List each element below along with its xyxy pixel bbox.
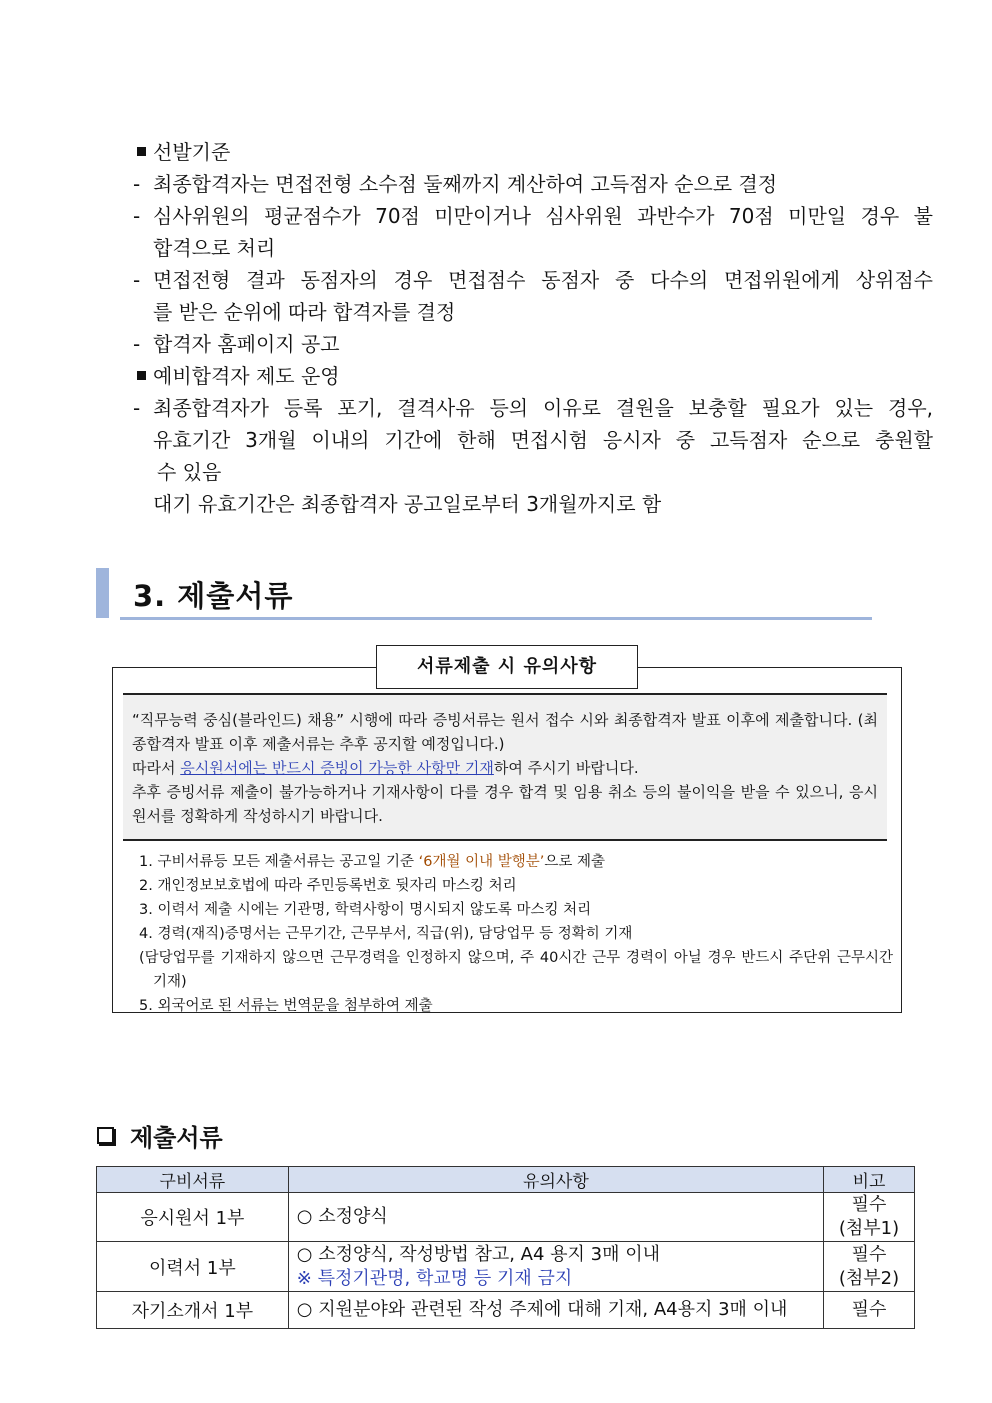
- reserve-item-line: 대기 유효기간은 최종합격자 공고일로부터 3개월까지로 함: [153, 492, 662, 516]
- notice-list-note: (담당업무를 기재하지 않으면 근무경력을 인정하지 않으며, 주 40시간 근무 경력이 아닐 경우 반드시 주단위 근무시간 기재): [139, 950, 893, 990]
- notice-box: [112, 656, 902, 1014]
- section-title: 3. 제출서류: [133, 579, 294, 613]
- notice-list-item: 4. 경력(재직)증명서는 근무기간, 근무부서, 직급(위), 담당업무 등 정확히 기재: [139, 926, 633, 942]
- criteria-item: - 최종합격자는 면접전형 소수점 둘째까지 계산하여 고득점자 순으로 결정: [133, 172, 778, 196]
- column-header: 구비서류: [97, 1167, 289, 1193]
- notice-list-item: 3. 이력서 제출 시에는 기관명, 학력사항이 명시되지 않도록 마스킹 처리: [139, 902, 592, 918]
- doc-remark: 필수 (첨부1): [824, 1193, 915, 1242]
- notice-para: 따라서 응시원서에는 반드시 증빙이 가능한 사항만 기재하여 주시기 바랍니다.: [132, 759, 639, 777]
- criteria-item: - 합격자 홈페이지 공고: [133, 332, 340, 356]
- criteria-heading: 선발기준: [133, 136, 933, 168]
- notice-highlight: ‘6개월 이내 발행분’: [418, 854, 545, 870]
- criteria-item: - 심사위원의 평균점수가 70점 미만이거나 심사위원 과반수가 70점 미만일 경우 불: [133, 204, 933, 228]
- table-row: [97, 1292, 915, 1329]
- doc-name: 이력서 1부: [97, 1242, 289, 1292]
- notice-para: 추후 증빙서류 제출이 불가능하거나 기재사항이 다를 경우 합격 및 임용 취소 등의 불이익을 받을 수 있으니, 응시원서를 정확하게 작성하시기 바랍니다.: [132, 783, 878, 825]
- docs-table: [96, 1166, 915, 1329]
- square-bullet-icon: [137, 371, 146, 380]
- notice-emphasis-link: 응시원서에는 반드시 증빙이 가능한 사항만 기재: [180, 759, 494, 777]
- reserve-heading: 예비합격자 제도 운영: [133, 360, 933, 392]
- notice-list: [139, 850, 893, 1018]
- notice-summary: [123, 693, 887, 841]
- doc-warning: ※ 특정기관명, 학교명 등 기재 금지: [296, 1267, 573, 1289]
- doc-name: 자기소개서 1부: [97, 1292, 289, 1329]
- square-bullet-icon: [137, 147, 146, 156]
- section-underline: [120, 617, 872, 620]
- reserve-item: - 최종합격자가 등록 포기, 결격사유 등의 이유로 결원을 보충할 필요가 있는 경우,: [133, 396, 933, 420]
- doc-remark: 필수 (첨부2): [824, 1242, 915, 1292]
- notice-list-item: 1. 구비서류등 모든 제출서류는 공고일 기준 ‘6개월 이내 발행분’으로 제출: [139, 854, 605, 870]
- column-header: 유의사항: [288, 1167, 823, 1193]
- doc-note: ○ 지원분야와 관련된 작성 주제에 대해 기재, A4용지 3매 이내: [288, 1292, 823, 1329]
- docs-heading: 제출서류: [97, 1118, 223, 1153]
- doc-remark: 필수: [824, 1292, 915, 1329]
- criteria-item-continuation: 합격으로 처리: [153, 236, 276, 260]
- notice-list-item: 2. 개인정보보호법에 따라 주민등록번호 뒷자리 마스킹 처리: [139, 878, 517, 894]
- reserve-item-line: 수 있음: [157, 460, 222, 484]
- notice-para: “직무능력 중심(블라인드) 채용” 시행에 따라 증빙서류는 원서 접수 시와 최종합격자 발표 이후에 제출합니다. (최종합격자 발표 이후 제출서류는 추후 공지할 예정입니다.): [132, 711, 878, 753]
- section-accent-bar: [96, 568, 109, 618]
- section-header: [96, 568, 872, 620]
- doc-note: ○ 소정양식, 작성방법 참고, A4 용지 3매 이내 ※ 특정기관명, 학교명 등 기재 금지: [288, 1242, 823, 1292]
- reserve-item-line: 유효기간 3개월 이내의 기간에 한해 면접시험 응시자 중 고득점자 순으로 충원할: [153, 428, 933, 452]
- table-header-row: [97, 1167, 915, 1193]
- criteria-item-continuation: 를 받은 순위에 따라 합격자를 결정: [153, 300, 456, 324]
- doc-note: ○ 소정양식: [288, 1193, 823, 1242]
- selection-criteria: [133, 136, 933, 520]
- table-row: [97, 1193, 915, 1242]
- checkbox-square-icon: [97, 1127, 114, 1144]
- notice-title: 서류제출 시 유의사항: [376, 645, 638, 689]
- doc-name: 응시원서 1부: [97, 1193, 289, 1242]
- notice-list-item: 5. 외국어로 된 서류는 번역문을 첨부하여 제출: [139, 998, 433, 1014]
- table-row: [97, 1242, 915, 1292]
- column-header: 비고: [824, 1167, 915, 1193]
- criteria-item: - 면접전형 결과 동점자의 경우 면접점수 동점자 중 다수의 면접위원에게 상위점수: [133, 268, 933, 292]
